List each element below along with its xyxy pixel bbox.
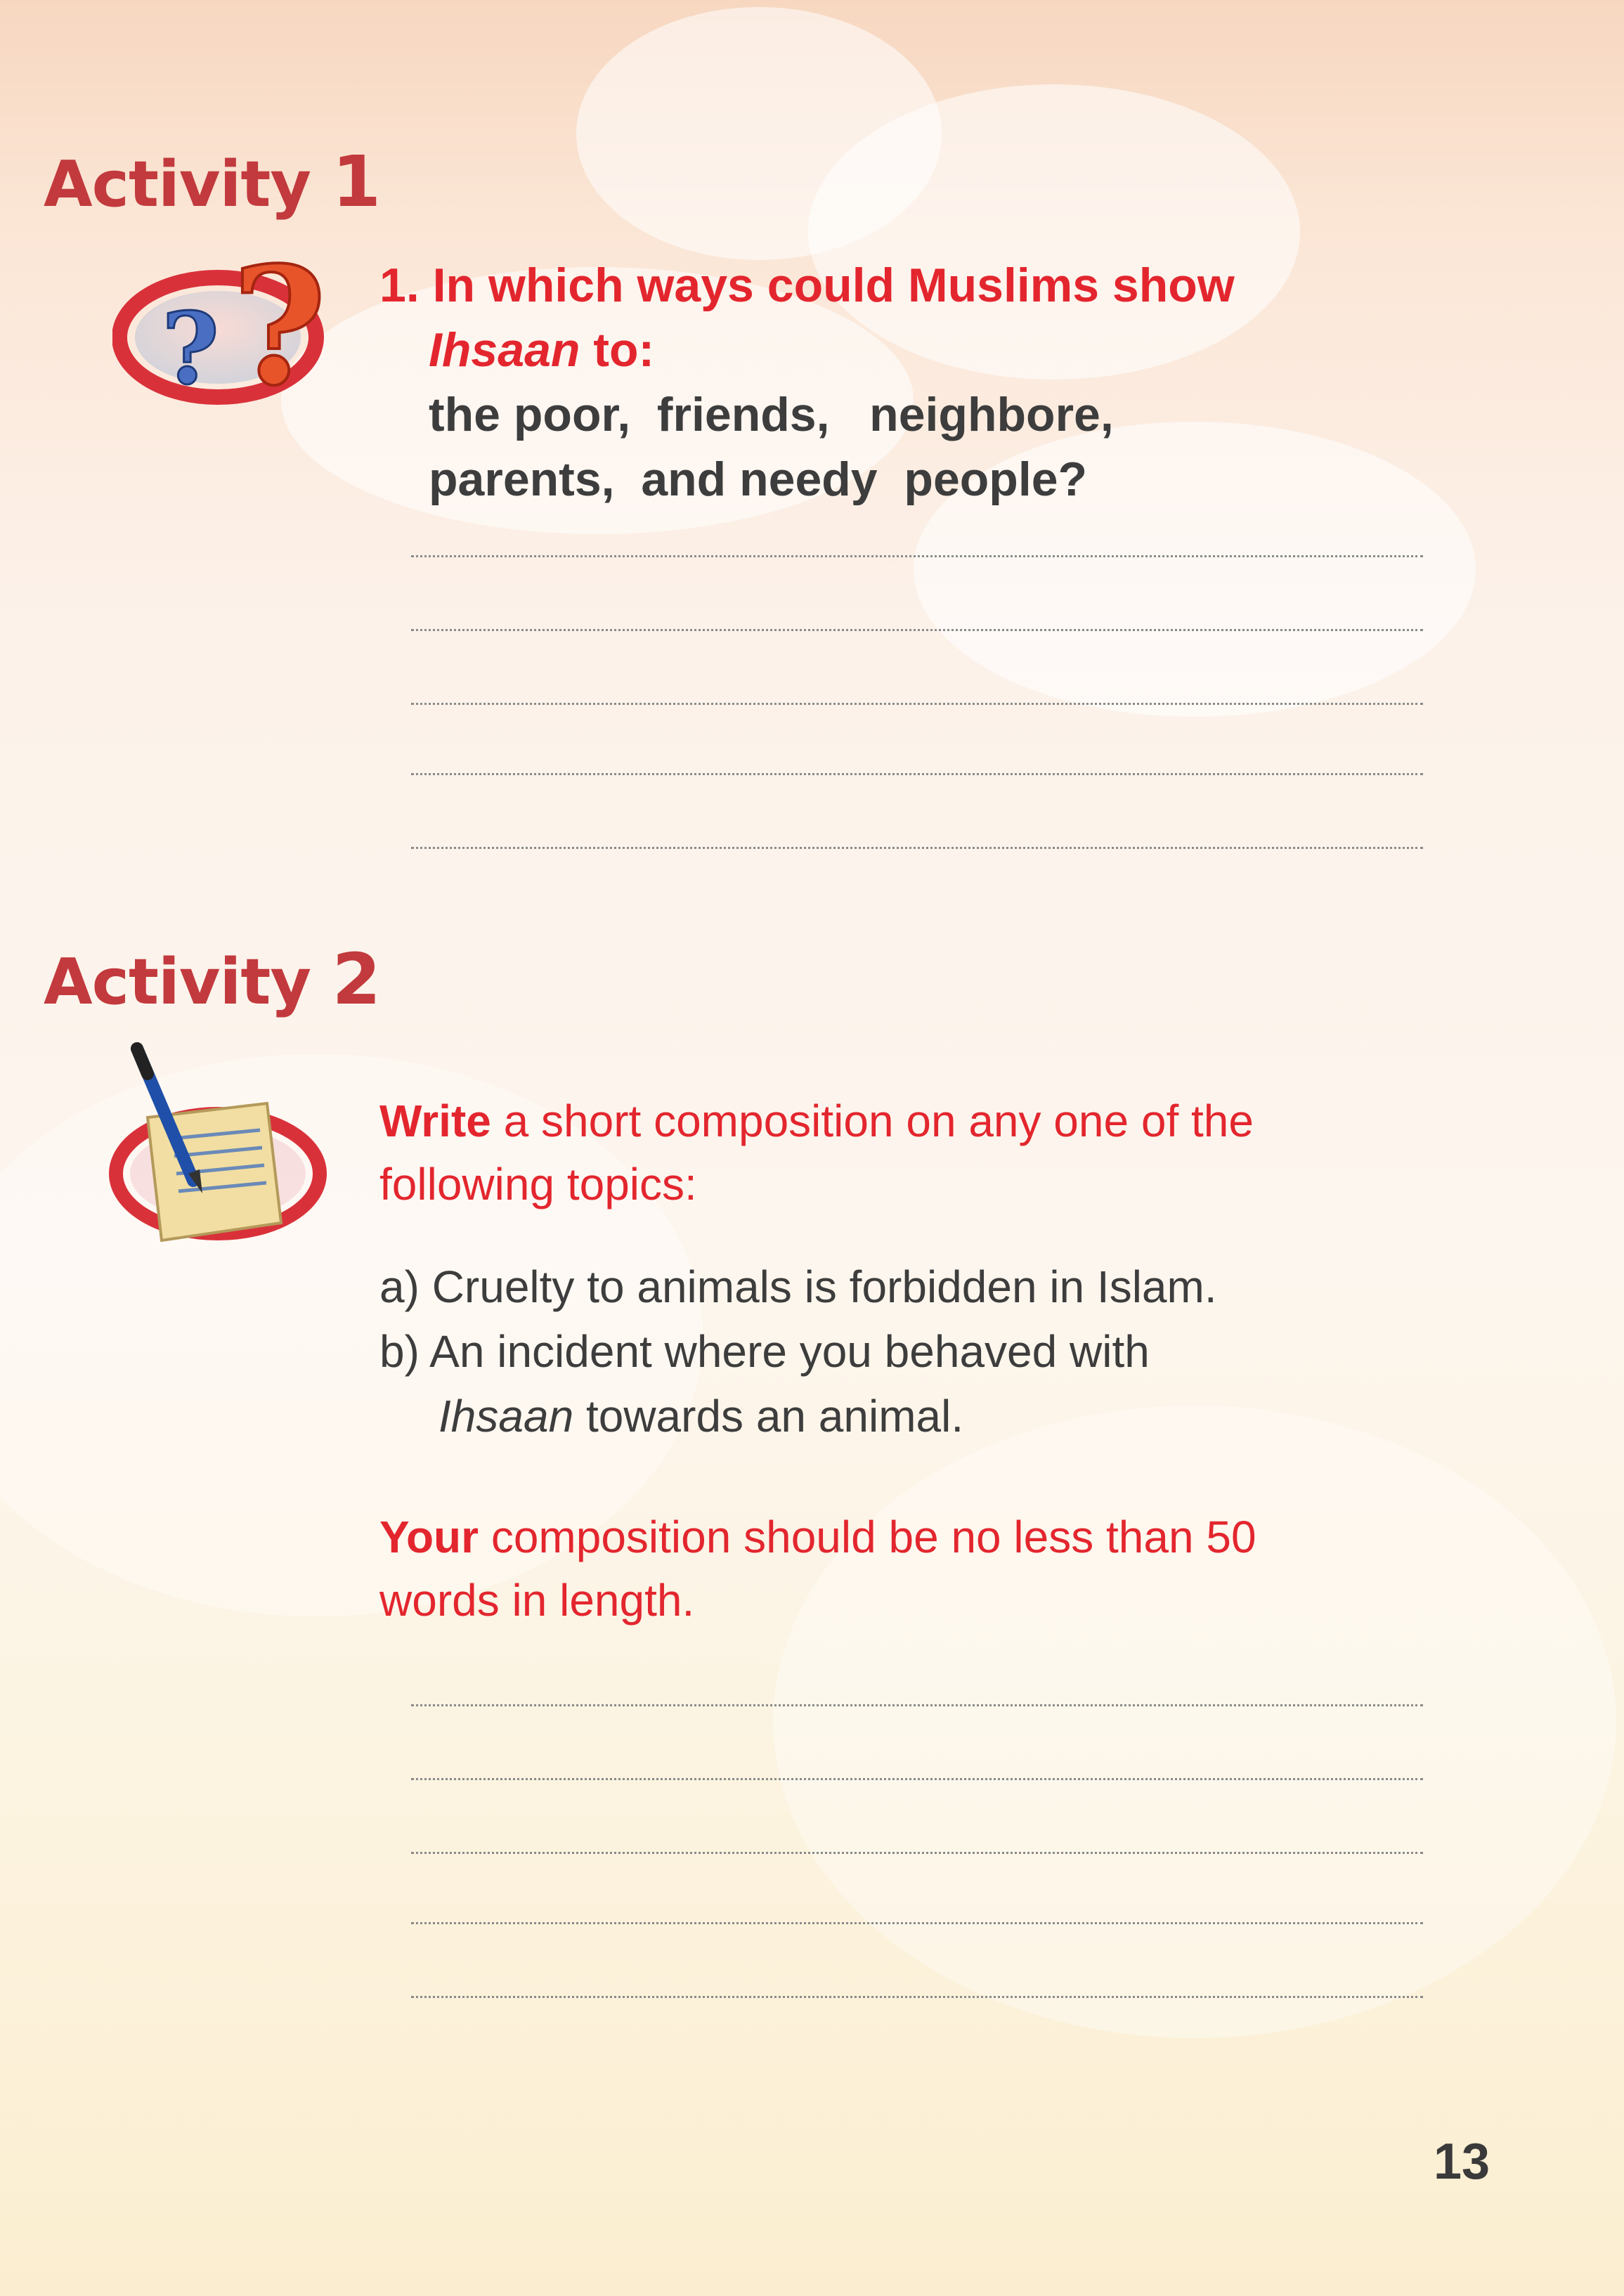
topic-a [379, 1254, 1504, 1319]
note-line-2: words in length. [379, 1575, 695, 1626]
answer-line[interactable] [411, 1852, 1423, 1854]
background-cloud [773, 1406, 1616, 2038]
activity-2-title-word: Activity [44, 945, 311, 1019]
topic-b-line-2 [379, 1384, 1504, 1448]
answer-line[interactable] [411, 629, 1423, 631]
topic-b-term-ihsaan: Ihsaan [439, 1391, 574, 1441]
note-keyword-your: Your [379, 1512, 479, 1562]
topic-b [379, 1319, 1504, 1384]
activity-2-heading [44, 938, 380, 1020]
question-line-3: the poor, friends, neighbore, [429, 388, 1114, 441]
question-line-1 [379, 253, 1504, 318]
topic-list [379, 1254, 1504, 1448]
question-line-1-text: In which ways could Muslims show [432, 259, 1235, 312]
topic-b-text-line-1: An incident where you behaved with [429, 1326, 1150, 1377]
answer-line[interactable] [411, 1704, 1423, 1706]
instruction-line-1 [379, 1089, 1504, 1153]
activity-2-title-number: 2 [332, 938, 381, 1020]
svg-text:?: ? [232, 232, 327, 415]
question-line-2 [379, 318, 1504, 382]
page-number: 13 [1434, 2134, 1490, 2190]
activity-1-heading [44, 141, 380, 223]
note-line-1 [379, 1505, 1504, 1569]
instruction-keyword-write: Write [379, 1096, 491, 1146]
instruction-line-2: following topics: [379, 1159, 697, 1209]
topic-a-text: Cruelty to animals is forbidden in Islam. [431, 1261, 1217, 1312]
answer-line[interactable] [411, 773, 1423, 775]
question-number: 1. [379, 259, 420, 312]
svg-text:?: ? [162, 292, 220, 407]
answer-line[interactable] [411, 847, 1423, 849]
question-marks-icon [112, 232, 344, 415]
activity-1-question [379, 253, 1504, 512]
topic-b-text-line-2-rest: towards an animal. [573, 1391, 964, 1441]
answer-line[interactable] [411, 703, 1423, 705]
answer-line[interactable] [411, 1778, 1423, 1780]
question-line-2-rest: to: [580, 323, 655, 377]
question-line-4: parents, and needy people? [429, 453, 1088, 506]
answer-line[interactable] [411, 1922, 1423, 1924]
activity-1-title-word: Activity [44, 148, 311, 221]
pen-and-paper-icon [105, 1040, 337, 1251]
length-note [379, 1505, 1504, 1632]
activity-1-title-number: 1 [332, 141, 381, 223]
answer-line[interactable] [411, 1996, 1423, 1998]
activity-2-instructions [379, 1089, 1504, 1216]
question-term-ihsaan: Ihsaan [429, 323, 580, 377]
topic-a-label: a) [379, 1261, 420, 1312]
instruction-line-1-rest: a short composition on any one of the [491, 1096, 1254, 1146]
note-line-1-rest: composition should be no less than 50 [479, 1512, 1256, 1562]
topic-b-label: b) [379, 1326, 420, 1377]
answer-line[interactable] [411, 555, 1423, 557]
